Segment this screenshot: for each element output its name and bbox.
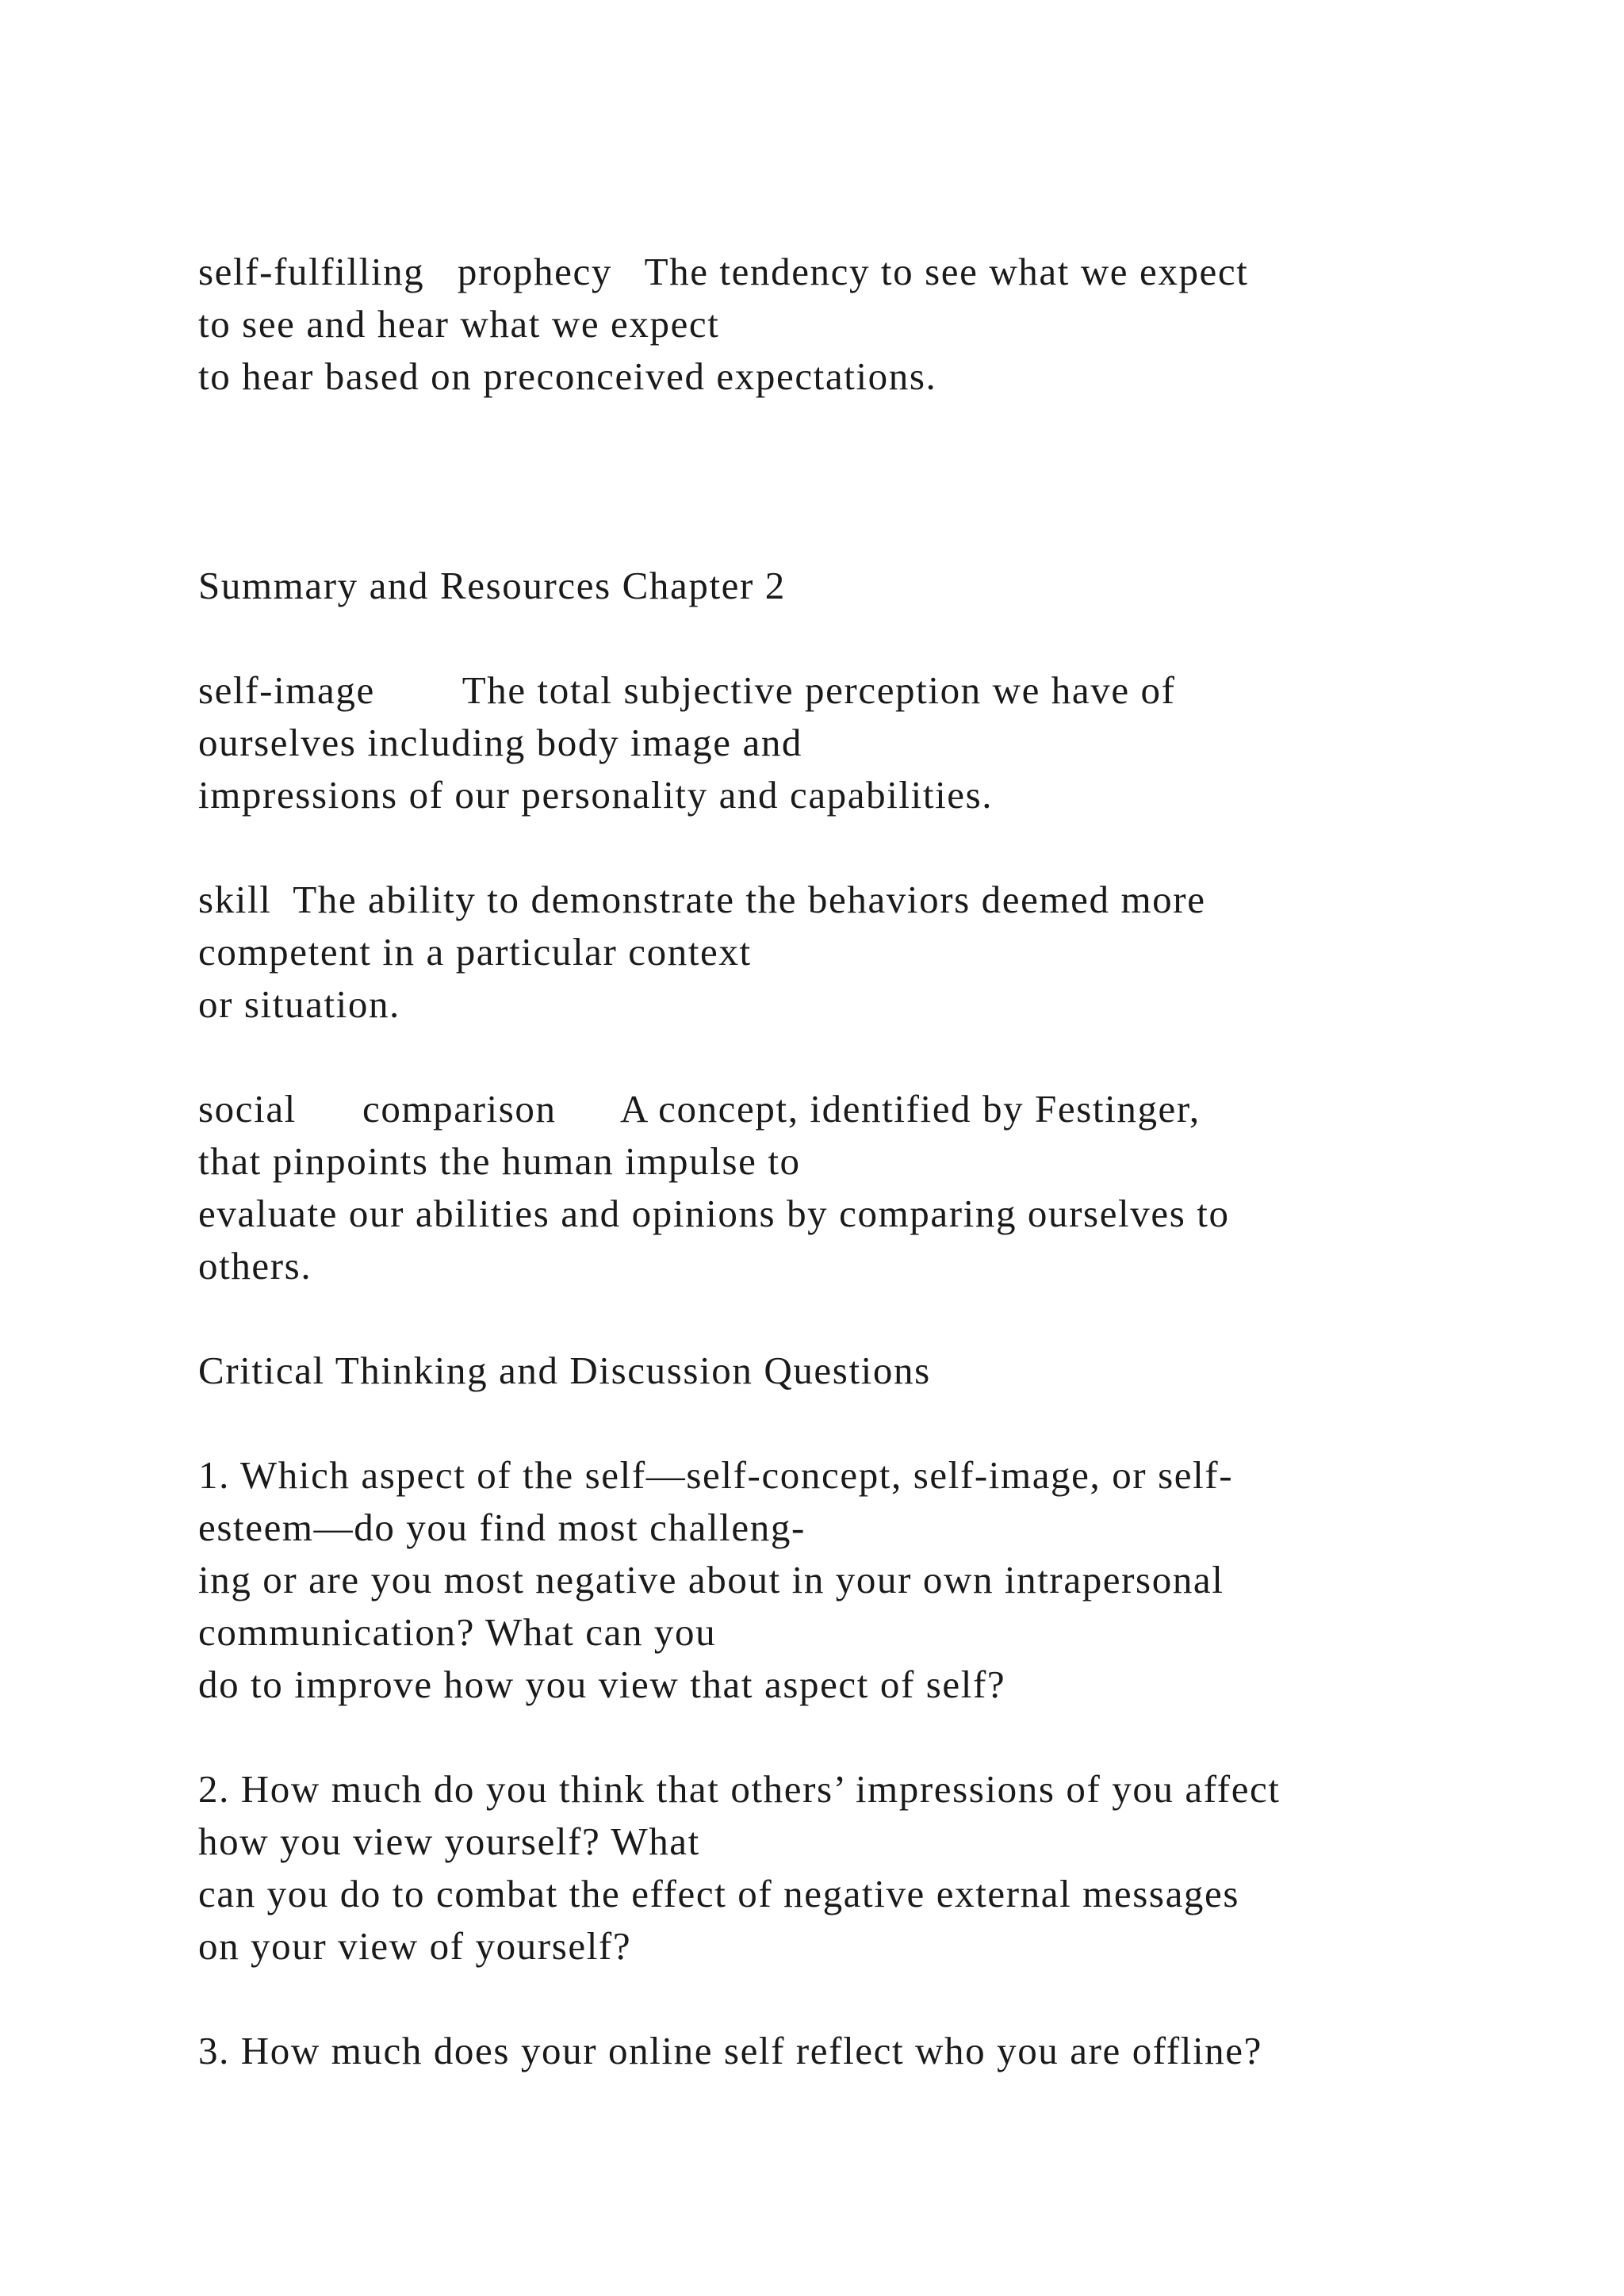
document-page [198, 246, 1562, 2077]
glossary-entry-social-comparison [198, 1083, 1562, 1292]
questions-heading: Critical Thinking and Discussion Questions [198, 1349, 931, 1392]
glossary-entry-self-image [198, 664, 1562, 821]
text-line: 3. How much does your online self reflect who you are offline? [198, 2029, 1262, 2072]
spacer [198, 821, 1562, 874]
text-line: communication? What can you [198, 1610, 717, 1654]
spacer [198, 1973, 1562, 2025]
spacer [198, 1711, 1562, 1763]
spacer [198, 1031, 1562, 1083]
text-line: ing or are you most negative about in your own intrapersonal [198, 1558, 1224, 1601]
text-line: to see and hear what we expect [198, 302, 720, 346]
text-line: esteem—do you find most challeng- [198, 1506, 806, 1549]
text-line: self-fulfilling prophecy The tendency to see what we expect [198, 250, 1249, 293]
text-line: or situation. [198, 982, 400, 1026]
text-line: 1. Which aspect of the self—self-concept, self-image, or self- [198, 1453, 1234, 1497]
spacer [198, 1397, 1562, 1449]
text-line: to hear based on preconceived expectations. [198, 354, 937, 398]
text-line: competent in a particular context [198, 930, 752, 974]
discussion-question-2 [198, 1763, 1562, 1973]
glossary-entry-self-fulfilling-prophecy [198, 246, 1562, 403]
glossary-entry-skill [198, 874, 1562, 1031]
text-line: evaluate our abilities and opinions by comparing ourselves to [198, 1192, 1230, 1235]
section-heading: Summary and Resources Chapter 2 [198, 564, 786, 607]
discussion-question-1 [198, 1449, 1562, 1711]
text-line: 2. How much do you think that others’ impressions of you affect [198, 1767, 1281, 1811]
spacer [198, 612, 1562, 664]
text-line: that pinpoints the human impulse to [198, 1139, 801, 1183]
text-line: ourselves including body image and [198, 721, 803, 764]
text-line: do to improve how you view that aspect of self? [198, 1663, 1006, 1706]
text-line: self-image The total subjective perception we have of [198, 668, 1176, 712]
text-line: skill The ability to demonstrate the behaviors deemed more [198, 878, 1206, 921]
spacer [198, 403, 1562, 507]
spacer [198, 507, 1562, 560]
text-line: social comparison A concept, identified by Festinger, [198, 1087, 1201, 1131]
spacer [198, 1292, 1562, 1345]
discussion-question-3 [198, 2025, 1562, 2077]
text-line: others. [198, 1244, 312, 1288]
text-line: on your view of yourself? [198, 1924, 632, 1968]
text-line: how you view yourself? What [198, 1820, 700, 1863]
text-line: can you do to combat the effect of negative external messages [198, 1872, 1240, 1915]
text-line: impressions of our personality and capabilities. [198, 773, 994, 817]
